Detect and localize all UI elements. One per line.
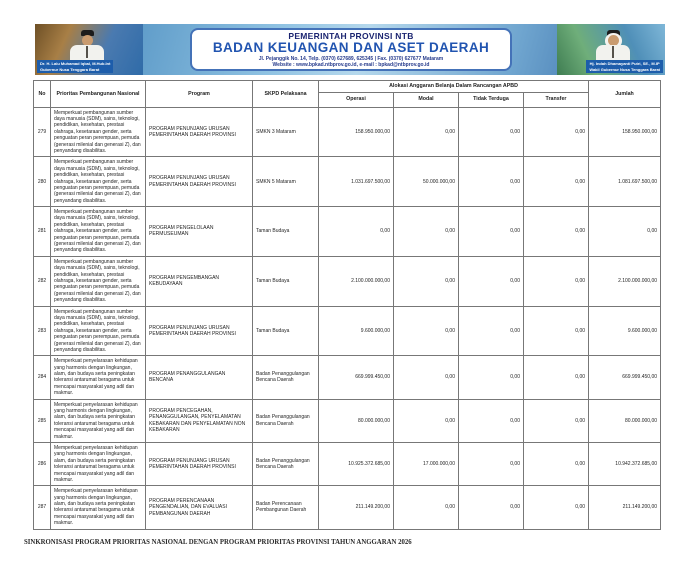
cell-transfer: 0,00 bbox=[524, 207, 589, 257]
cell-tidak-terduga: 0,00 bbox=[459, 107, 524, 157]
table-body bbox=[34, 107, 661, 529]
cell-program: PROGRAM PENANGGULANGAN BENCANA bbox=[146, 356, 253, 399]
cell-operasi: 9.600.000,00 bbox=[319, 306, 394, 356]
cell-modal: 0,00 bbox=[394, 207, 459, 257]
cell-operasi: 10.925.372.685,00 bbox=[319, 442, 394, 485]
header-modal: Modal bbox=[394, 92, 459, 107]
cell-tidak-terduga: 0,00 bbox=[459, 399, 524, 442]
letterhead-text-box bbox=[190, 28, 512, 71]
cell-prioritas: Memperkuat penyelarasan kehidupan yang harmonis dengan lingkungan, alam, dan budaya serta peningkatan toleransi antarumat beragama untuk mencapai masyarakat yang adil dan makmur. bbox=[51, 356, 146, 399]
cell-modal: 17.000.000,00 bbox=[394, 442, 459, 485]
cell-skpd: Badan Penanggulangan Bencana Daerah bbox=[253, 399, 319, 442]
cell-prioritas: Memperkuat penyelarasan kehidupan yang harmonis dengan lingkungan, alam, dan budaya serta peningkatan toleransi antarumat beragama untuk mencapai masyarakat yang adil dan makmur. bbox=[51, 442, 146, 485]
cell-operasi: 669.999.450,00 bbox=[319, 356, 394, 399]
cell-jumlah: 2.100.000.000,00 bbox=[589, 256, 661, 306]
cell-no: 281 bbox=[34, 207, 51, 257]
cell-tidak-terduga: 0,00 bbox=[459, 157, 524, 207]
cell-tidak-terduga: 0,00 bbox=[459, 442, 524, 485]
cell-no: 279 bbox=[34, 107, 51, 157]
government-title: PEMERINTAH PROVINSI NTB bbox=[288, 31, 414, 41]
agency-website: Website : www.bpkad.ntbprov.go.id, e-mail : bpkad@ntbprov.go.id bbox=[272, 62, 430, 69]
governor-title: Gubernur Nusa Tenggara Barat bbox=[40, 66, 100, 72]
table-row bbox=[34, 356, 661, 399]
cell-skpd: Badan Penanggulangan Bencana Daerah bbox=[253, 356, 319, 399]
cell-transfer: 0,00 bbox=[524, 486, 589, 529]
table-row bbox=[34, 399, 661, 442]
table-row bbox=[34, 486, 661, 529]
cell-skpd: SMKN 5 Mataram bbox=[253, 157, 319, 207]
footer-caption: SINKRONISASI PROGRAM PRIORITAS NASIONAL DENGAN PROGRAM PRIORITAS PROVINSI TAHUN ANGGARAN 2026 bbox=[24, 538, 412, 546]
cell-operasi: 158.950.000,00 bbox=[319, 107, 394, 157]
cell-program: PROGRAM PENUNJANG URUSAN PEMERINTAHAN DAERAH PROVINSI bbox=[146, 157, 253, 207]
cell-prioritas: Memperkuat pembangunan sumber daya manusia (SDM), sains, teknologi, pendidikan, kesehatan, prestasi olahraga, kesetaraan gender, serta penguatan peran perempuan, pemuda (generasi milenial dan generasi Z), dan penyandang disabilitas. bbox=[51, 157, 146, 207]
cell-skpd: Taman Budaya bbox=[253, 306, 319, 356]
cell-operasi: 2.100.000.000,00 bbox=[319, 256, 394, 306]
cell-modal: 50.000.000,00 bbox=[394, 157, 459, 207]
cell-no: 280 bbox=[34, 157, 51, 207]
header-prioritas: Prioritas Pembangunan Nasional bbox=[51, 81, 146, 108]
cell-operasi: 211.149.200,00 bbox=[319, 486, 394, 529]
cell-program: PROGRAM PENGEMBANGAN KEBUDAYAAN bbox=[146, 256, 253, 306]
cell-prioritas: Memperkuat pembangunan sumber daya manusia (SDM), sains, teknologi, pendidikan, kesehatan, prestasi olahraga, kesetaraan gender, serta penguatan peran perempuan, pemuda (generasi milenial dan generasi Z), dan penyandang disabilitas. bbox=[51, 306, 146, 356]
cell-program: PROGRAM PENUNJANG URUSAN PEMERINTAHAN DAERAH PROVINSI bbox=[146, 442, 253, 485]
cell-jumlah: 211.149.200,00 bbox=[589, 486, 661, 529]
cell-jumlah: 1.081.697.500,00 bbox=[589, 157, 661, 207]
cell-tidak-terduga: 0,00 bbox=[459, 486, 524, 529]
cell-tidak-terduga: 0,00 bbox=[459, 256, 524, 306]
table-row bbox=[34, 256, 661, 306]
cell-jumlah: 158.950.000,00 bbox=[589, 107, 661, 157]
header-program: Program bbox=[146, 81, 253, 108]
agency-address: Jl. Pejanggik No. 14, Telp. (0370) 627689, 625345 | Fax. (0370) 627677 Mataram bbox=[258, 55, 444, 62]
cell-prioritas: Memperkuat penyelarasan kehidupan yang harmonis dengan lingkungan, alam, dan budaya serta peningkatan toleransi antarumat beragama untuk mencapai masyarakat yang adil dan makmur. bbox=[51, 399, 146, 442]
cell-skpd: Badan Penanggulangan Bencana Daerah bbox=[253, 442, 319, 485]
cell-modal: 0,00 bbox=[394, 107, 459, 157]
header-tidak-terduga: Tidak Terduga bbox=[459, 92, 524, 107]
cell-transfer: 0,00 bbox=[524, 306, 589, 356]
cell-skpd: Taman Budaya bbox=[253, 207, 319, 257]
cell-program: PROGRAM PENGELOLAAN PERMUSEUMAN bbox=[146, 207, 253, 257]
governor-caption bbox=[37, 60, 113, 73]
cell-skpd: SMKN 3 Mataram bbox=[253, 107, 319, 157]
cell-modal: 0,00 bbox=[394, 306, 459, 356]
table-header-row-1 bbox=[34, 81, 661, 93]
cell-operasi: 1.031.697.500,00 bbox=[319, 157, 394, 207]
cell-tidak-terduga: 0,00 bbox=[459, 306, 524, 356]
cell-transfer: 0,00 bbox=[524, 356, 589, 399]
cell-tidak-terduga: 0,00 bbox=[459, 356, 524, 399]
cell-modal: 0,00 bbox=[394, 399, 459, 442]
header-no: No bbox=[34, 81, 51, 108]
cell-prioritas: Memperkuat penyelarasan kehidupan yang harmonis dengan lingkungan, alam, dan budaya serta peningkatan toleransi antarumat beragama untuk mencapai masyarakat yang adil dan makmur. bbox=[51, 486, 146, 529]
table-row bbox=[34, 306, 661, 356]
cell-program: PROGRAM PENUNJANG URUSAN PEMERINTAHAN DAERAH PROVINSI bbox=[146, 306, 253, 356]
cell-modal: 0,00 bbox=[394, 256, 459, 306]
cell-transfer: 0,00 bbox=[524, 157, 589, 207]
vice-governor-title: Wakil Gubernur Nusa Tenggara Barat bbox=[589, 66, 660, 72]
cell-no: 287 bbox=[34, 486, 51, 529]
cell-transfer: 0,00 bbox=[524, 399, 589, 442]
vice-governor-caption bbox=[586, 60, 663, 73]
cell-operasi: 80.000.000,00 bbox=[319, 399, 394, 442]
cell-program: PROGRAM PERENCANAAN PENGENDALIAN, DAN EVALUASI PEMBANGUNAN DAERAH bbox=[146, 486, 253, 529]
header-skpd: SKPD Pelaksana bbox=[253, 81, 319, 108]
cell-jumlah: 9.600.000,00 bbox=[589, 306, 661, 356]
vice-governor-name: Hj. Indah Dhamayanti Putri, SE., M.IP bbox=[589, 61, 660, 67]
cell-skpd: Badan Perencanaan Pembangunan Daerah bbox=[253, 486, 319, 529]
cell-modal: 0,00 bbox=[394, 356, 459, 399]
cell-no: 286 bbox=[34, 442, 51, 485]
cell-prioritas: Memperkuat pembangunan sumber daya manusia (SDM), sains, teknologi, pendidikan, kesehatan, prestasi olahraga, kesetaraan gender, serta penguatan peran perempuan, pemuda (generasi milenial dan generasi Z), dan penyandang disabilitas. bbox=[51, 107, 146, 157]
cell-transfer: 0,00 bbox=[524, 256, 589, 306]
letterhead-banner bbox=[35, 24, 665, 75]
cell-jumlah: 10.942.372.685,00 bbox=[589, 442, 661, 485]
cell-no: 285 bbox=[34, 399, 51, 442]
cell-no: 284 bbox=[34, 356, 51, 399]
table-row bbox=[34, 207, 661, 257]
cell-jumlah: 669.999.450,00 bbox=[589, 356, 661, 399]
cell-jumlah: 80.000.000,00 bbox=[589, 399, 661, 442]
cell-operasi: 0,00 bbox=[319, 207, 394, 257]
cell-program: PROGRAM PENUNJANG URUSAN PEMERINTAHAN DAERAH PROVINSI bbox=[146, 107, 253, 157]
cell-transfer: 0,00 bbox=[524, 442, 589, 485]
header-jumlah: Jumlah bbox=[589, 81, 661, 108]
cell-transfer: 0,00 bbox=[524, 107, 589, 157]
governor-name: Dr. H. Lalu Muhamad Iqbal, M.Hub.Int bbox=[40, 61, 111, 67]
table-row bbox=[34, 157, 661, 207]
agency-title: BADAN KEUANGAN DAN ASET DAERAH bbox=[212, 40, 490, 56]
header-operasi: Operasi bbox=[319, 92, 394, 107]
cell-program: PROGRAM PENCEGAHAN, PENANGGULANGAN, PENYELAMATAN KEBAKARAN DAN PENYELAMATAN NON KEBAKARAN bbox=[146, 399, 253, 442]
header-transfer: Transfer bbox=[524, 92, 589, 107]
cell-no: 282 bbox=[34, 256, 51, 306]
header-alokasi-group: Alokasi Anggaran Belanja Dalam Rancangan APBD bbox=[319, 81, 589, 93]
cell-prioritas: Memperkuat pembangunan sumber daya manusia (SDM), sains, teknologi, pendidikan, kesehatan, prestasi olahraga, kesetaraan gender, serta penguatan peran perempuan, pemuda (generasi milenial dan generasi Z), dan penyandang disabilitas. bbox=[51, 207, 146, 257]
cell-no: 283 bbox=[34, 306, 51, 356]
budget-table bbox=[33, 80, 661, 530]
table-row bbox=[34, 107, 661, 157]
cell-tidak-terduga: 0,00 bbox=[459, 207, 524, 257]
cell-jumlah: 0,00 bbox=[589, 207, 661, 257]
cell-skpd: Taman Budaya bbox=[253, 256, 319, 306]
cell-prioritas: Memperkuat pembangunan sumber daya manusia (SDM), sains, teknologi, pendidikan, kesehatan, prestasi olahraga, kesetaraan gender, serta penguatan peran perempuan, pemuda (generasi milenial dan generasi Z), dan penyandang disabilitas. bbox=[51, 256, 146, 306]
cell-modal: 0,00 bbox=[394, 486, 459, 529]
table-row bbox=[34, 442, 661, 485]
